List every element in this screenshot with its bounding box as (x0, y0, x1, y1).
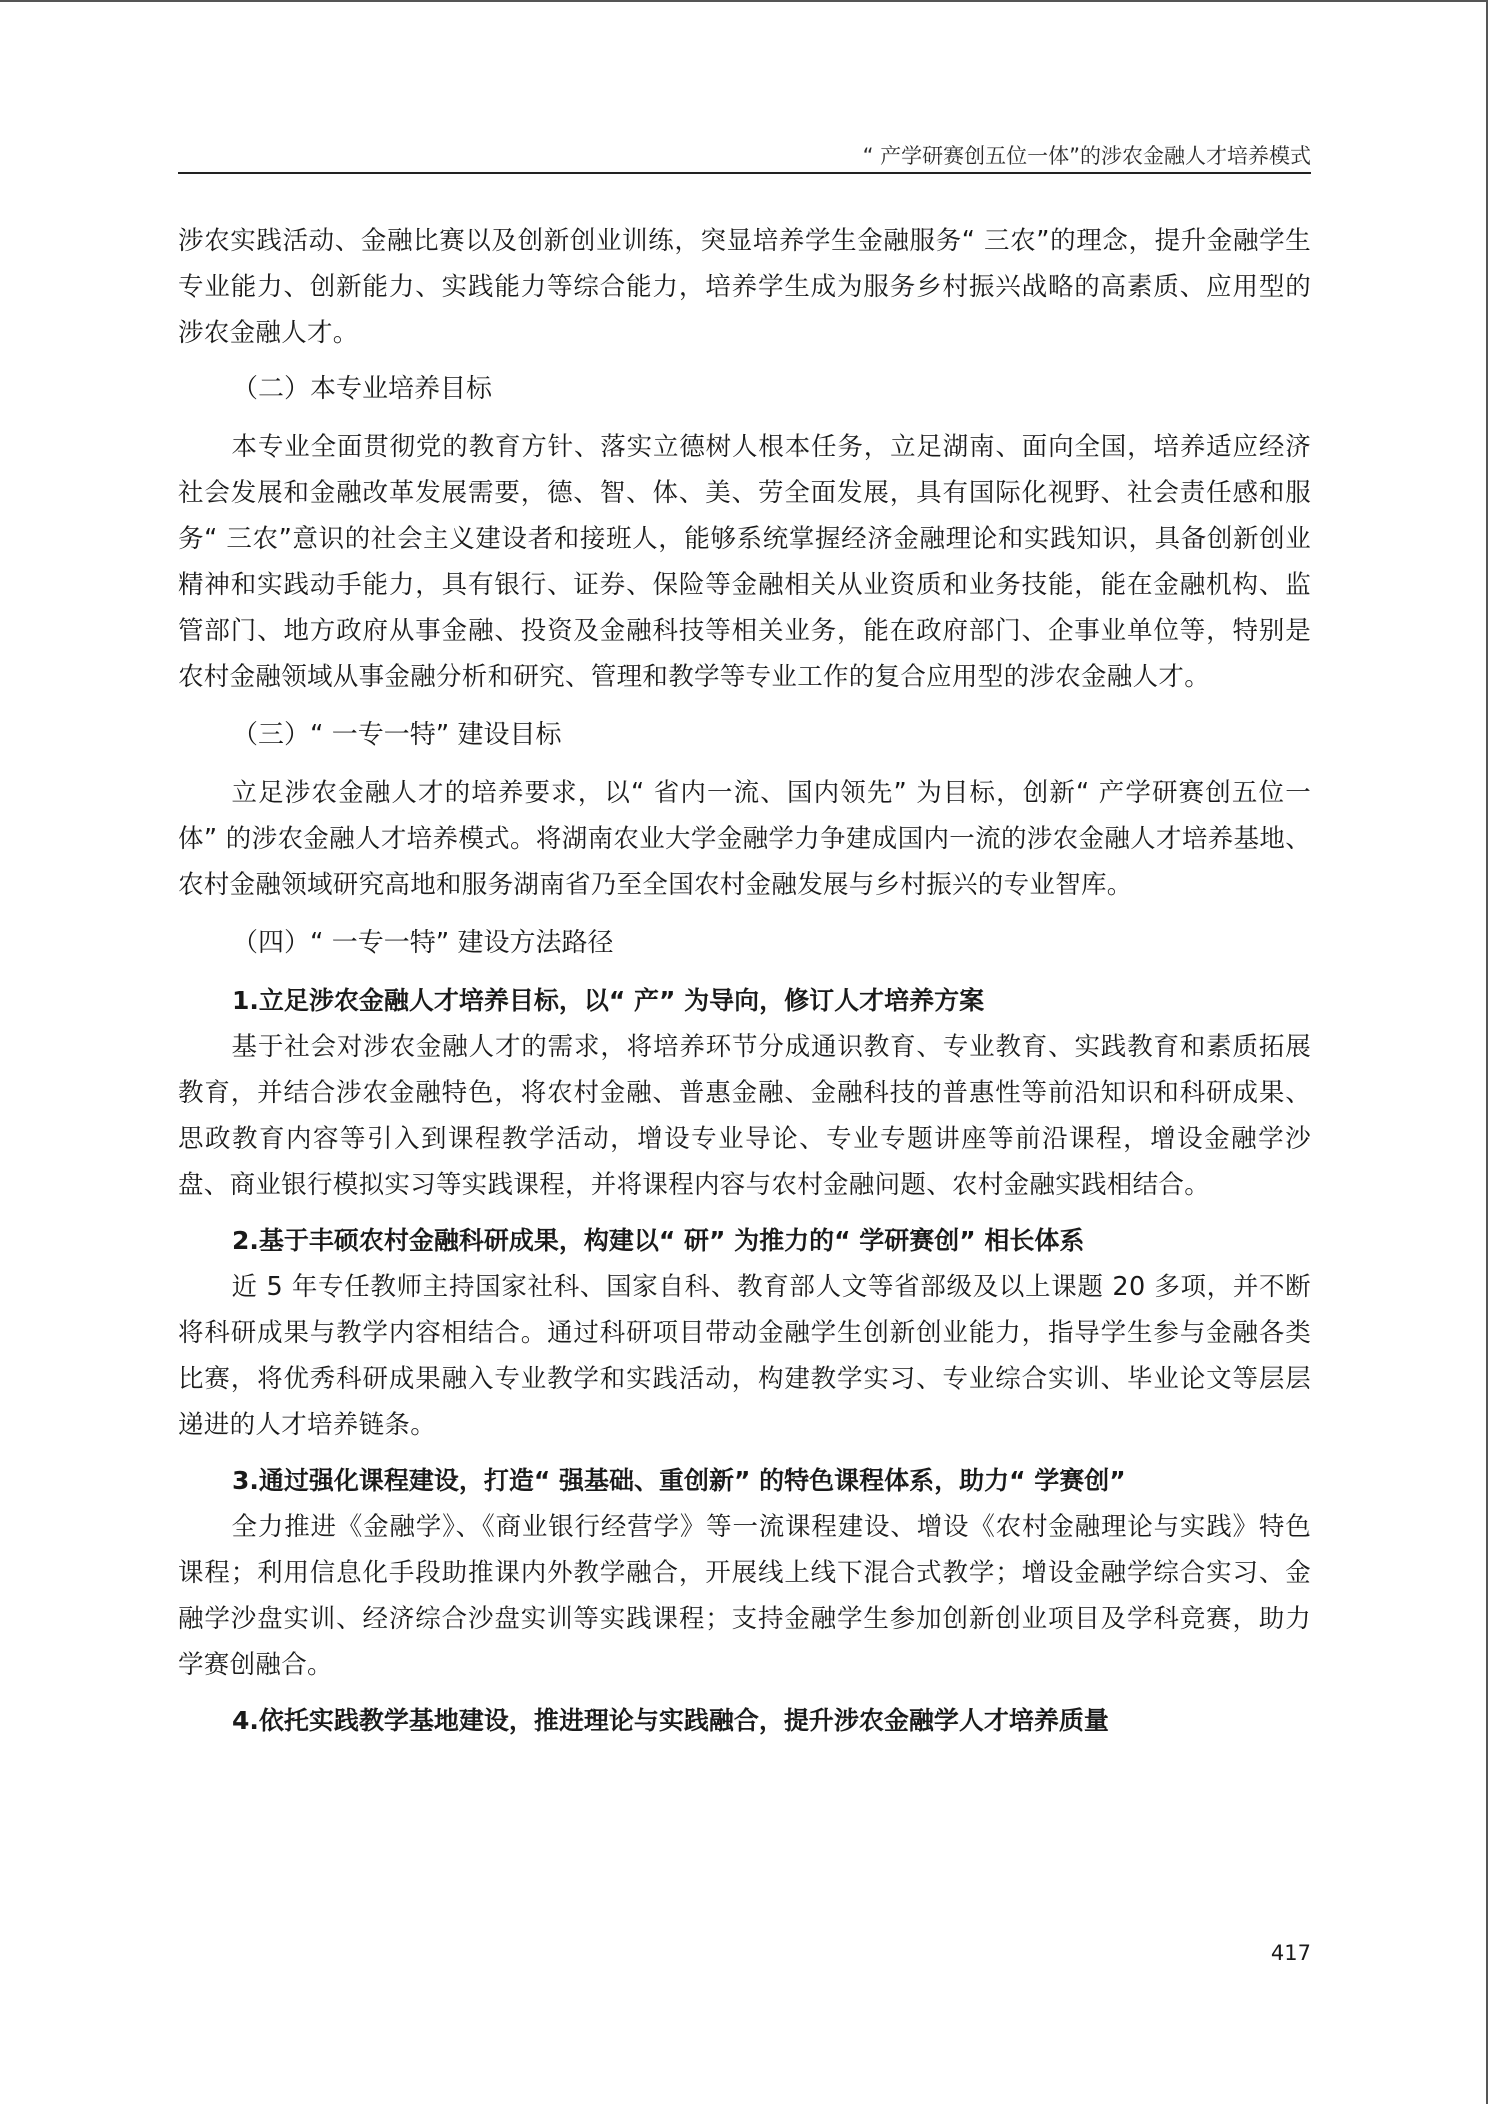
subsection-1-paragraph: 基于社会对涉农金融人才的需求，将培养环节分成通识教育、专业教育、实践教育和素质拓展教育，并结合涉农金融特色，将农村金融、普惠金融、金融科技的普惠性等前沿知识和科研成果、思政教育内容等引入到课程教学活动，增设专业导论、专业专题讲座等前沿课程，增设金融学沙盘、商业银行模拟实习等实践课程，并将课程内容与农村金融问题、农村金融实践相结合。 (178, 1032, 1311, 1200)
section-heading-2: （二）本专业培养目标 (232, 374, 493, 404)
page-border-top (0, 0, 1488, 2)
subheading-3: 3.通过强化课程建设，打造“ 强基础、重创新” 的特色课程体系，助力“ 学赛创” (232, 1466, 1126, 1495)
section-3-paragraph: 立足涉农金融人才的培养要求，以“ 省内一流、国内领先” 为目标，创新“ 产学研赛创五位一体” 的涉农金融人才培养模式。将湖南农业大学金融学力争建成国内一流的涉农金融人才培养基地、农村金融领域研究高地和服务湖南省乃至全国农村金融发展与乡村振兴的专业智库。 (178, 778, 1311, 900)
section-2-paragraph: 本专业全面贯彻党的教育方针、落实立德树人根本任务，立足湖南、面向全国，培养适应经济社会发展和金融改革发展需要，德、智、体、美、劳全面发展，具有国际化视野、社会责任感和服务“ 三农”意识的社会主义建设者和接班人，能够系统掌握经济金融理论和实践知识，具备创新创业精神和实践动手能力，具有银行、证券、保险等金融相关从业资质和业务技能，能在金融机构、监管部门、地方政府从事金融、投资及金融科技等相关业务，能在政府部门、企事业单位等，特别是农村金融领域从事金融分析和研究、管理和教学等专业工作的复合应用型的涉农金融人才。 (178, 432, 1311, 692)
header-rule (178, 172, 1311, 174)
section-heading-4: （四）“ 一专一特” 建设方法路径 (232, 928, 614, 958)
subheading-1: 1.立足涉农金融人才培养目标，以“ 产” 为导向，修订人才培养方案 (232, 986, 985, 1015)
subsection-3-paragraph: 全力推进《金融学》、《商业银行经营学》等一流课程建设、增设《农村金融理论与实践》特色课程；利用信息化手段助推课内外教学融合，开展线上线下混合式教学；增设金融学综合实习、金融学沙盘实训、经济综合沙盘实训等实践课程；支持金融学生参加创新创业项目及学科竞赛，助力学赛创融合。 (178, 1512, 1311, 1680)
intro-paragraph: 涉农实践活动、金融比赛以及创新创业训练，突显培养学生金融服务“ 三农”的理念，提升金融学生专业能力、创新能力、实践能力等综合能力，培养学生成为服务乡村振兴战略的高素质、应用型的涉农金融人才。 (178, 226, 1311, 348)
running-header: “ 产学研赛创五位一体”的涉农金融人才培养模式 (862, 144, 1311, 168)
subsection-2-paragraph: 近 5 年专任教师主持国家社科、国家自科、教育部人文等省部级及以上课题 20 多项，并不断将科研成果与教学内容相结合。通过科研项目带动金融学生创新创业能力，指导学生参与金融各类比赛，将优秀科研成果融入专业教学和实践活动，构建教学实习、专业综合实训、毕业论文等层层递进的人才培养链条。 (178, 1272, 1311, 1440)
page-body (178, 218, 1311, 1744)
page-number: 417 (1270, 1941, 1311, 1965)
subheading-4: 4.依托实践教学基地建设，推进理论与实践融合，提升涉农金融学人才培养质量 (232, 1706, 1109, 1735)
section-heading-3: （三）“ 一专一特” 建设目标 (232, 720, 562, 750)
subheading-2: 2.基于丰硕农村金融科研成果，构建以“ 研” 为推力的“ 学研赛创” 相长体系 (232, 1226, 1085, 1255)
